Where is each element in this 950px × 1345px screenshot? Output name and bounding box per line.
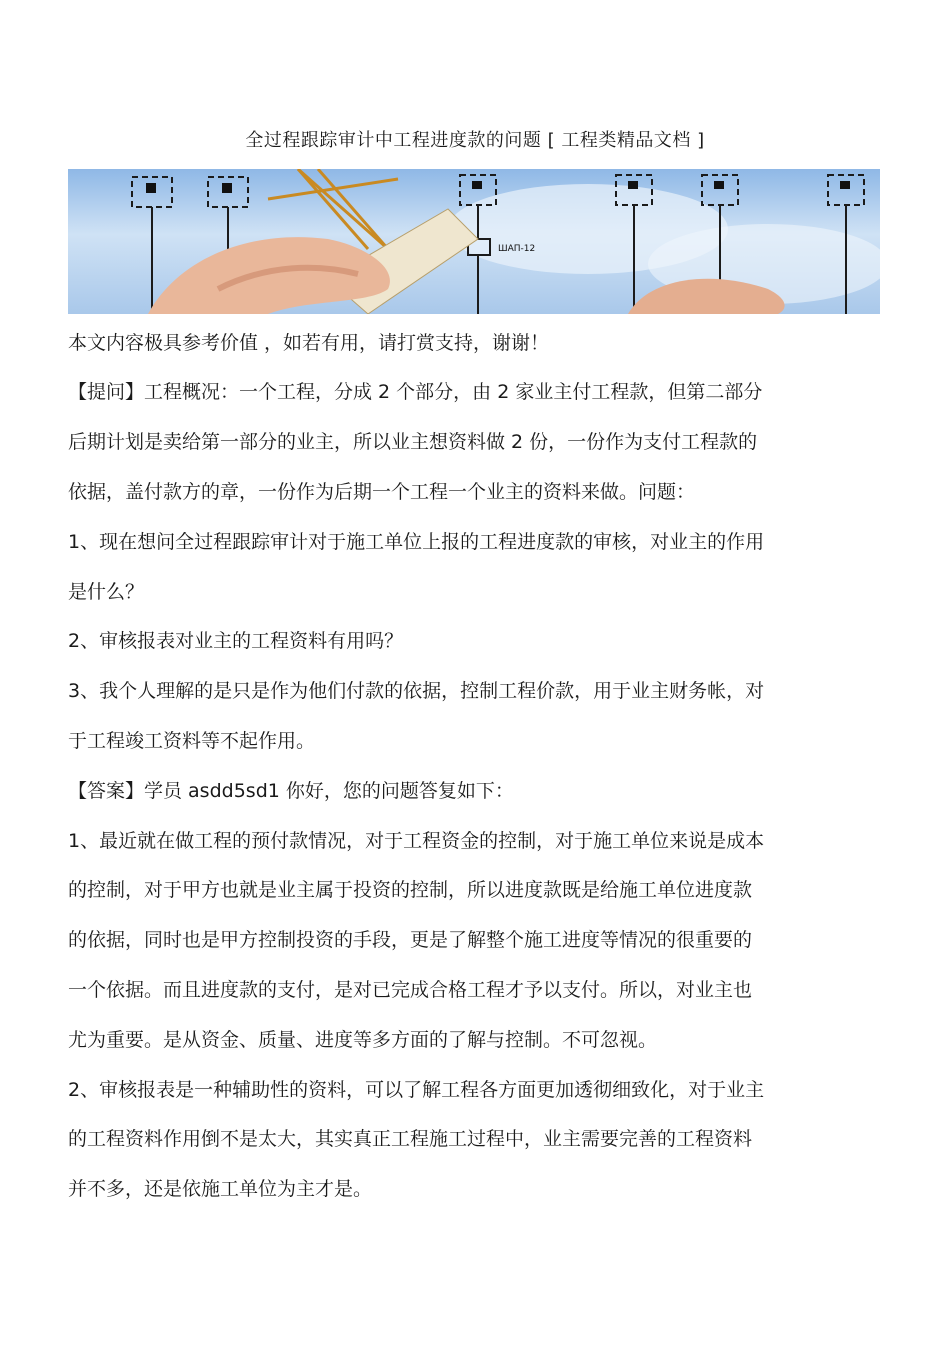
question-line: 1、现在想问全过程跟踪审计对于施工单位上报的工程进度款的审核，对业主的作用 [68, 531, 765, 553]
answer-line: 尤为重要。是从资金、质量、进度等多方面的了解与控制。不可忽视。 [68, 1029, 658, 1051]
answer-line: 2、审核报表是一种辅助性的资料，可以了解工程各方面更加透彻细致化，对于业主 [68, 1079, 765, 1101]
answer-line: 的依据，同时也是甲方控制投资的手段，更是了解整个施工进度等情况的很重要的 [68, 929, 753, 951]
answer-line: 【答案】学员 asdd5sd1 你好，您的问题答复如下： [68, 780, 514, 802]
document-title: 全过程跟踪审计中工程进度款的问题 [ 工程类精品文档 ] [245, 130, 705, 151]
question-line: 3、我个人理解的是只是作为他们付款的依据，控制工程价款，用于业主财务帐，对 [68, 680, 765, 702]
answer-line: 并不多，还是依施工单位为主才是。 [68, 1178, 373, 1200]
intro-line: 本文内容极具参考价值 ，如若有用，请打赏支持，谢谢！ [68, 332, 550, 354]
question-line: 于工程竣工资料等不起作用。 [68, 730, 316, 752]
question-line: 是什么？ [68, 581, 145, 603]
construction-banner-image [68, 169, 880, 314]
answer-line: 的控制，对于甲方也就是业主属于投资的控制，所以进度款既是给施工单位进度款 [68, 879, 753, 901]
answer-line: 的工程资料作用倒不是太大，其实真正工程施工过程中，业主需要完善的工程资料 [68, 1128, 753, 1150]
question-line: 2、审核报表对业主的工程资料有用吗？ [68, 630, 404, 652]
answer-line: 一个依据。而且进度款的支付，是对已完成合格工程才予以支付。所以，对业主也 [68, 979, 753, 1001]
question-line: 依据，盖付款方的章，一份作为后期一个工程一个业主的资料来做。问题： [68, 481, 696, 503]
answer-line: 1、最近就在做工程的预付款情况，对于工程资金的控制，对于施工单位来说是成本 [68, 830, 765, 852]
question-line: 后期计划是卖给第一部分的业主，所以业主想资料做 2 份，一份作为支付工程款的 [68, 431, 758, 453]
question-line: 【提问】工程概况：一个工程，分成 2 个部分，由 2 家业主付工程款，但第二部分 [68, 381, 763, 403]
banner-label: ШАП-12 [498, 244, 536, 254]
